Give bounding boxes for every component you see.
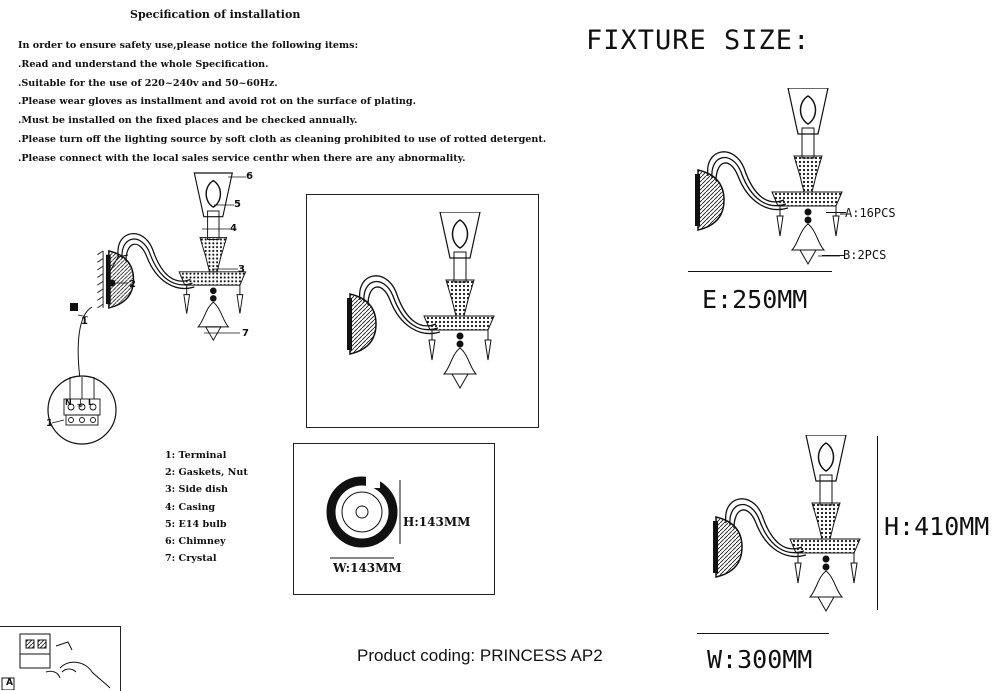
spec-item: .Please turn off the lighting source by soft cloth as cleaning prohibited to use of rotted detergent. [18, 133, 547, 145]
terminal-number: 1 [46, 418, 53, 429]
crystal-b-count: B:2PCS [843, 248, 887, 262]
spec-list [18, 37, 546, 169]
callout-4: 4 [230, 223, 237, 234]
terminal-n-label: N [65, 398, 72, 407]
legend-item: 2: Gaskets, Nut [165, 467, 248, 479]
base-plate-drawing [300, 470, 410, 570]
gasket-nut [109, 280, 116, 287]
height-dimension-line [877, 436, 878, 610]
callout-5: 5 [234, 199, 241, 210]
width-dimension-line [697, 633, 829, 634]
callout-3: 3 [238, 264, 245, 275]
legend-item: 4: Casing [165, 501, 216, 513]
terminal-l-label: L [88, 398, 94, 407]
spec-intro: In order to ensure safety use,please notice the following items: [18, 40, 359, 51]
legend-item: 6: Chimney [165, 535, 226, 547]
breaker-hand-illustration [0, 628, 120, 690]
parts-diagram [40, 165, 270, 465]
product-coding: Product coding: PRINCESS AP2 [357, 646, 603, 665]
crystal-a-leader [826, 212, 846, 213]
callout-2: 2 [129, 279, 136, 290]
terminal-earth-label: ⏚ [76, 400, 86, 410]
terminal-block [70, 303, 78, 311]
legend-item: 3: Side dish [165, 484, 229, 496]
legend-item: 5: E14 bulb [165, 518, 227, 530]
spec-item: .Suitable for the use of 220~240v and 50~60Hz. [18, 77, 278, 89]
spec-item: .Please connect with the local sales service centhr when there are any abnormality. [18, 152, 466, 164]
fixture-front-lamp [712, 435, 882, 625]
base-width-label: W:143MM [333, 561, 402, 575]
warning-label: A [6, 678, 13, 688]
spec-title: Specification of installation [130, 8, 301, 21]
height-label: H:410MM [884, 512, 990, 541]
spec-item: .Must be installed on the fixed places and be checked annually. [18, 115, 358, 127]
base-height-label: H:143MM [403, 515, 471, 529]
crystal-b-leader [822, 255, 844, 256]
callout-1: 1 [81, 316, 88, 327]
fixture-size-title: FIXTURE SIZE: [586, 25, 811, 56]
parts-legend [165, 447, 248, 567]
extension-label: E:250MM [702, 285, 808, 314]
callout-6: 6 [246, 171, 253, 182]
spec-item: .Please wear gloves as installment and avoid rot on the surface of plating. [18, 96, 416, 108]
spec-item: .Read and understand the whole Specification. [18, 58, 269, 70]
crystal-a-count: A:16PCS [845, 206, 896, 220]
callout-7: 7 [242, 328, 249, 339]
extension-dimension-line [688, 271, 832, 272]
assembled-lamp [346, 212, 516, 402]
fixture-side-lamp [694, 88, 894, 273]
width-label: W:300MM [707, 645, 813, 674]
legend-item: 1: Terminal [165, 450, 227, 461]
legend-item: 7: Crystal [165, 553, 217, 565]
